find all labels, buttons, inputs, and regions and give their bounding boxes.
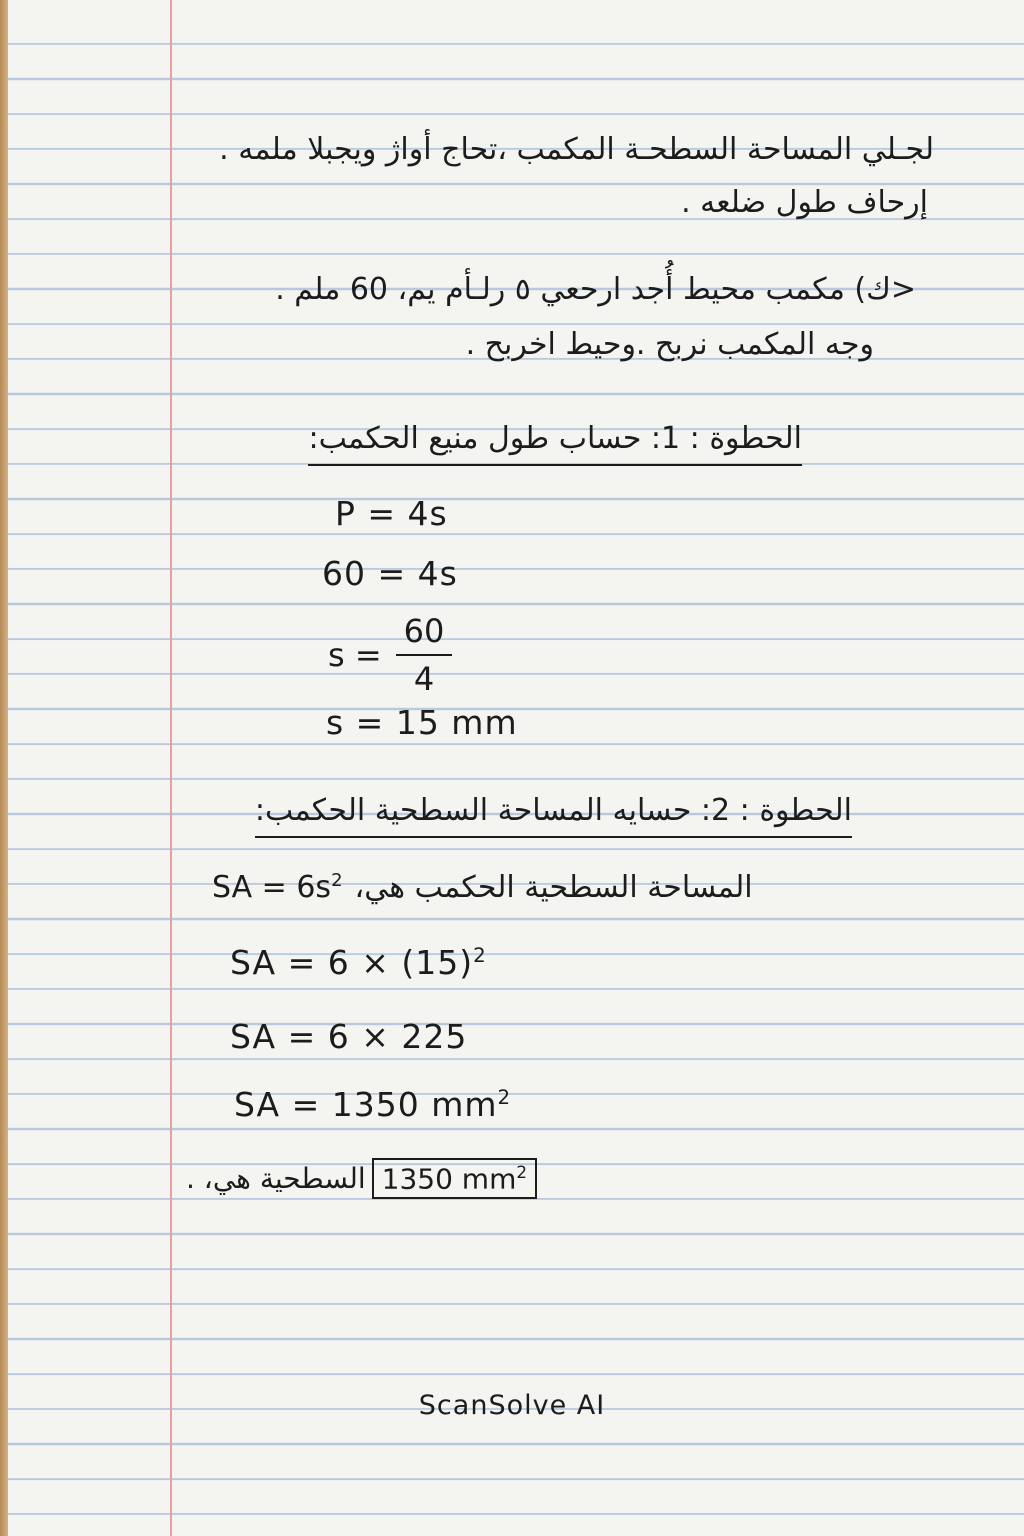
problem-line-2: إرحاف طول ضلعه . (681, 185, 928, 220)
problem-line-1: لجـلي المساحة السطحـة المكمب ،تحاج أواژ ويجبلا ملمه . (219, 132, 934, 167)
step-2-eq-result: SA = 1350 $mm^2$ (234, 1085, 512, 1124)
fraction-denominator: 4 (413, 660, 435, 698)
problem-line-4: وجه المكمب نربح .وحيط اخربح . (465, 327, 874, 362)
paper-edge (0, 0, 8, 1536)
fraction-lhs: s = (328, 636, 382, 674)
final-answer-box: 1350 $mm^2$ (372, 1158, 537, 1199)
final-answer (186, 1158, 537, 1199)
step-2-eq-substitute: SA = $6 \times (15)^2$ (230, 943, 487, 982)
fraction-stack (396, 612, 453, 698)
formula-text: المساحة السطحية الحكمب هي، (354, 870, 753, 905)
notebook-paper (6, 0, 1024, 1536)
problem-line-3: <ك) مكمب محيط أُجد ارحعي ٥ رلـأم يم، 60 ملم . (275, 272, 916, 307)
step-1-eq-substitute: 60 = 4s (322, 554, 458, 593)
formula-math: SA = $6s^2$ (212, 870, 343, 905)
fraction-numerator: 60 (396, 612, 453, 656)
step-1-heading: الحطوة : 1: حساب طول منيع الحكمب: (308, 424, 802, 466)
step-2-eq-square: SA = 6 × 225 (230, 1017, 468, 1056)
step-2-formula (212, 872, 753, 903)
margin-line (170, 0, 172, 1536)
step-2-heading: الحطوة : 2: حسايه المساحة السطحية الحكمب: (255, 796, 852, 838)
step-1-eq-perimeter: P = 4s (335, 494, 448, 533)
step-1-eq-result: s = 15 mm (326, 703, 518, 742)
brand-footer: ScanSolve AI (418, 1390, 606, 1421)
final-answer-text: السطحية هي، . (186, 1161, 366, 1195)
step-1-eq-fraction (328, 612, 452, 698)
